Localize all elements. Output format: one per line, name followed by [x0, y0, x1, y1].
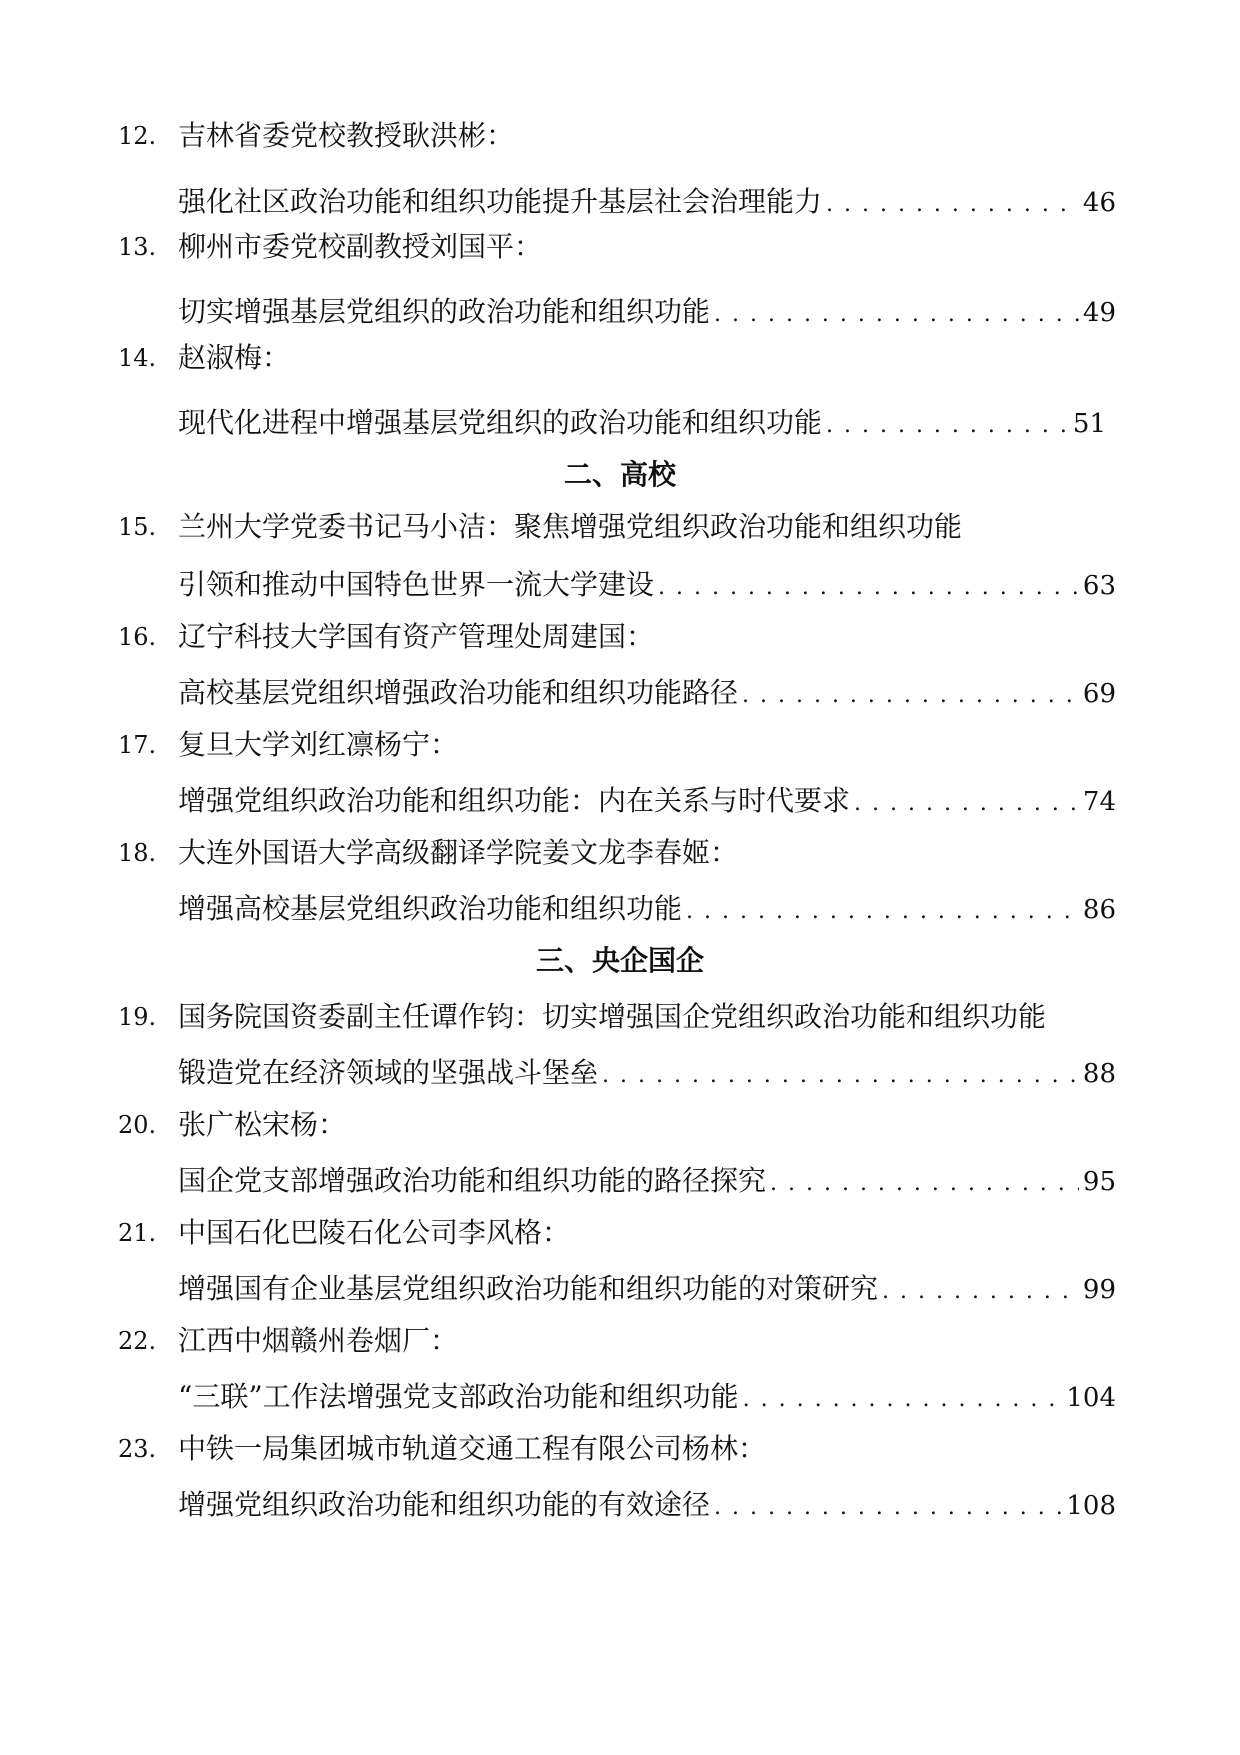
- dot-leader: [743, 1382, 1063, 1418]
- entry-number: 20.: [118, 1111, 157, 1139]
- entry-title: 切实增强基层党组织的政治功能和组织功能: [178, 295, 711, 328]
- section-heading: 二、高校: [563, 458, 676, 491]
- page-number: 69: [1082, 679, 1116, 709]
- page-number: 49: [1082, 298, 1116, 328]
- dot-leader: [686, 894, 1079, 930]
- toc-entry-line[interactable]: [178, 1271, 1116, 1307]
- section-heading: 三、央企国企: [535, 944, 704, 977]
- toc-entry-line[interactable]: [178, 294, 1116, 330]
- toc-entry-line[interactable]: [178, 1487, 1116, 1523]
- entry-author: 中国石化巴陵石化公司李风格：: [178, 1216, 571, 1249]
- entry-title: 增强高校基层党组织政治功能和组织功能: [178, 892, 683, 925]
- dot-leader: [742, 678, 1079, 714]
- entry-author: 吉林省委党校教授耿洪彬：: [178, 119, 515, 152]
- entry-title: 锻造党在经济领域的坚强战斗堡垒: [178, 1056, 599, 1089]
- entry-title: 现代化进程中增强基层党组织的政治功能和组织功能: [178, 406, 823, 439]
- page-number: 86: [1082, 895, 1116, 925]
- toc-entry-line[interactable]: [178, 1379, 1116, 1415]
- entry-title: 高校基层党组织增强政治功能和组织功能路径: [178, 676, 739, 709]
- toc-entry-line[interactable]: [178, 1055, 1116, 1091]
- entry-author: 赵淑梅：: [178, 341, 291, 374]
- entry-author: 张广松宋杨：: [178, 1108, 347, 1141]
- toc-entry-line[interactable]: [178, 1163, 1116, 1199]
- dot-leader: [658, 570, 1079, 606]
- entry-title: 增强国有企业基层党组织政治功能和组织功能的对策研究: [178, 1272, 879, 1305]
- page-number: 63: [1082, 571, 1116, 601]
- entry-author: 江西中烟赣州卷烟厂：: [178, 1324, 459, 1357]
- entry-title: 强化社区政治功能和组织功能提升基层社会治理能力: [178, 185, 823, 218]
- entry-number: 23.: [118, 1435, 157, 1463]
- entry-title: 增强党组织政治功能和组织功能：内在关系与时代要求: [178, 784, 851, 817]
- toc-entry-line[interactable]: [178, 675, 1116, 711]
- entry-number: 19.: [118, 1003, 157, 1031]
- page-number: 46: [1082, 188, 1116, 218]
- dot-leader: [882, 1274, 1079, 1310]
- dot-leader: [826, 187, 1079, 223]
- toc-entry-line[interactable]: [178, 891, 1116, 927]
- toc-entry-line[interactable]: [178, 184, 1116, 220]
- page-number: 51: [1072, 409, 1106, 439]
- entry-number: 13.: [118, 233, 157, 261]
- entry-author: 兰州大学党委书记马小洁：聚焦增强党组织政治功能和组织功能: [178, 510, 963, 543]
- toc-entry-line[interactable]: [178, 405, 1106, 441]
- entry-author: 复旦大学刘红凛杨宁：: [178, 728, 459, 761]
- page-number: 88: [1082, 1059, 1116, 1089]
- entry-author: 中铁一局集团城市轨道交通工程有限公司杨林：: [178, 1432, 767, 1465]
- toc-entry-line[interactable]: [178, 783, 1116, 819]
- page-number: 108: [1066, 1491, 1116, 1521]
- dot-leader: [714, 1490, 1062, 1526]
- entry-author: 大连外国语大学高级翻译学院姜文龙李春姬：: [178, 836, 739, 869]
- page-number: 74: [1082, 787, 1116, 817]
- entry-number: 22.: [118, 1327, 157, 1355]
- entry-number: 15.: [118, 513, 157, 541]
- dot-leader: [714, 297, 1079, 333]
- dot-leader: [854, 786, 1079, 822]
- entry-author: 辽宁科技大学国有资产管理处周建国：: [178, 620, 655, 653]
- entry-number: 17.: [118, 731, 157, 759]
- page-number: 104: [1066, 1383, 1116, 1413]
- entry-author: 柳州市委党校副教授刘国平：: [178, 230, 543, 263]
- dot-leader: [602, 1058, 1079, 1094]
- entry-author: 国务院国资委副主任谭作钧：切实增强国企党组织政治功能和组织功能: [178, 1000, 1047, 1033]
- entry-title: 增强党组织政治功能和组织功能的有效途径: [178, 1488, 711, 1521]
- entry-number: 14.: [118, 344, 157, 372]
- entry-number: 18.: [118, 839, 157, 867]
- entry-title: “三联”工作法增强党支部政治功能和组织功能: [178, 1380, 739, 1413]
- entry-title: 引领和推动中国特色世界一流大学建设: [178, 568, 655, 601]
- toc-entry-line[interactable]: [178, 567, 1116, 603]
- entry-number: 21.: [118, 1219, 157, 1247]
- dot-leader: [770, 1166, 1079, 1202]
- dot-leader: [826, 408, 1069, 444]
- page-number: 99: [1082, 1275, 1116, 1305]
- entry-title: 国企党支部增强政治功能和组织功能的路径探究: [178, 1164, 767, 1197]
- entry-number: 12.: [118, 122, 157, 150]
- page-number: 95: [1082, 1167, 1116, 1197]
- entry-number: 16.: [118, 623, 157, 651]
